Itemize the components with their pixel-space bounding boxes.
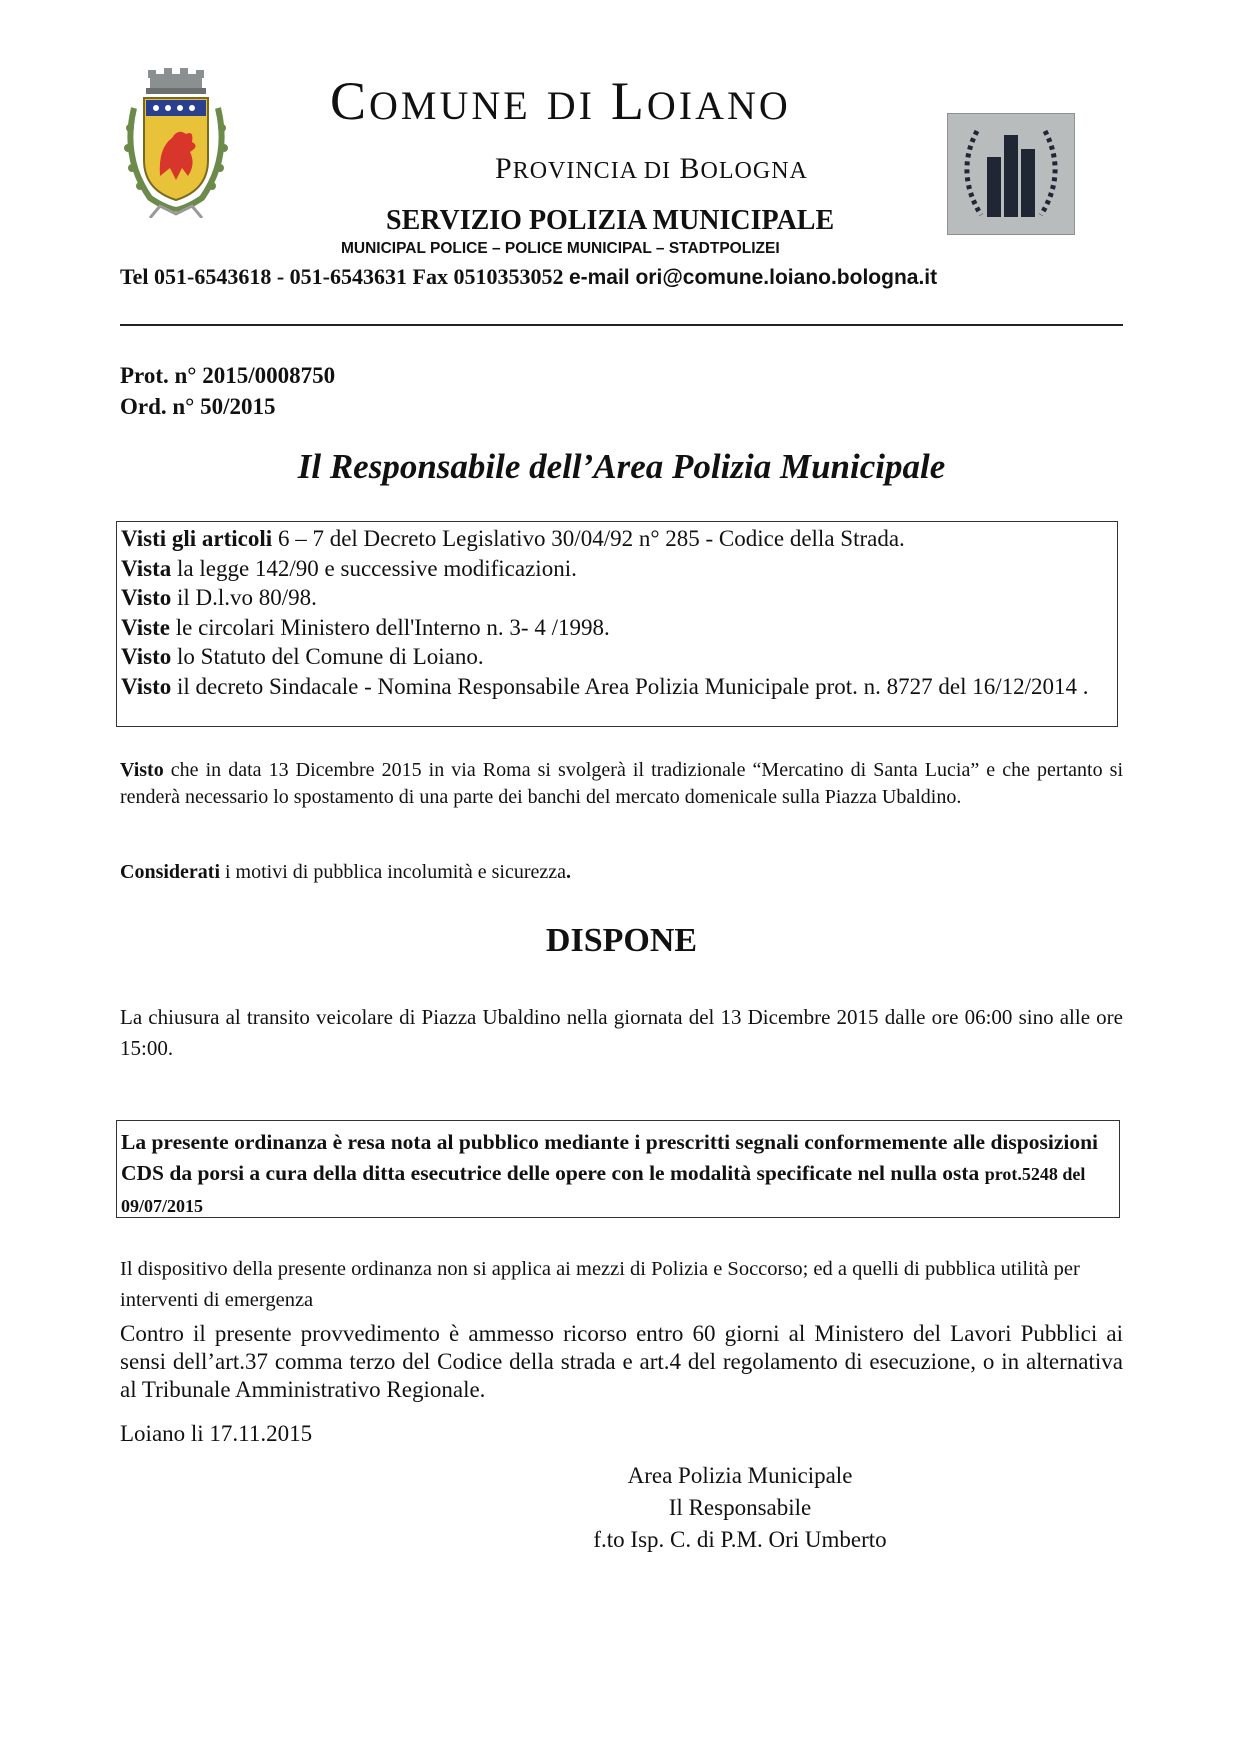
police-logo-icon [947, 113, 1075, 235]
protocol-number: Prot. n° 2015/0008750 [120, 363, 336, 388]
municipality-title: COMUNE DI LOIANO [330, 71, 791, 131]
service-subtitle: MUNICIPAL POLICE – POLICE MUNICIPAL – STADTPOLIZEI [341, 240, 780, 257]
reference-line: Visto il D.l.vo 80/98. [121, 585, 317, 610]
ricorso-paragraph: Contro il presente provvedimento è ammesso ricorso entro 60 giorni al Ministero del Lavori Pubblici ai sensi dell’art.37 comma terzo del Codice della strada e art.4 del regolamento di esecuzione, o in alternativa al Tribunale Amministrativo Regionale. [120, 1321, 1123, 1402]
date-place: Loiano li 17.11.2015 [120, 1421, 313, 1446]
notice-text: La presente ordinanza è resa nota al pubblico mediante i prescritti segnali conformemente alle disposizioni CDS da porsi a cura della ditta esecutrice delle opere con le modalità specificate nel nulla osta [121, 1130, 1099, 1185]
reference-line: Visto il decreto Sindacale - Nomina Responsabile Area Polizia Municipale prot. n. 8727 del 16/12/2014 . [121, 673, 1089, 699]
reference-line: Viste le circolari Ministero dell'Interno n. 3- 4 /1998. [121, 614, 610, 640]
signature-name: f.to Isp. C. di P.M. Ori Umberto [593, 1527, 887, 1552]
header-divider [120, 324, 1123, 326]
contact-line [120, 264, 937, 290]
municipal-crest-icon [120, 68, 232, 218]
dispositivo-paragraph: Il dispositivo della presente ordinanza non si applica ai mezzi di Polizia e Soccorso; ed a quelli di pubblica utilità per interventi di emergenza [120, 1258, 1080, 1311]
legal-references-box [116, 521, 1118, 727]
order-number: Ord. n° 50/2015 [120, 394, 276, 419]
protocol-block [120, 360, 335, 422]
reference-line: Visti gli articoli 6 – 7 del Decreto Legislativo 30/04/92 n° 285 - Codice della Strada. [121, 526, 905, 551]
signature-block [560, 1460, 920, 1556]
contact-email: e-mail ori@comune.loiano.bologna.it [568, 266, 938, 289]
dispone-paragraph: La chiusura al transito veicolare di Piazza Ubaldino nella giornata del 13 Dicembre 2015 dalle ore 06:00 sino alle ore 15:00. [120, 1005, 1123, 1060]
considerati-paragraph: Considerati i motivi di pubblica incolumità e sicurezza. [120, 861, 572, 883]
reference-line: Vista la legge 142/90 e successive modificazioni. [121, 555, 577, 581]
dispone-heading: DISPONE [545, 922, 698, 959]
province-title: PROVINCIA DI BOLOGNA [495, 152, 808, 185]
reference-line: Visto lo Statuto del Comune di Loiano. [121, 644, 484, 669]
contact-phone: Tel 051-6543618 - 051-6543631 Fax 0510353052 [120, 264, 569, 289]
notice-box [116, 1120, 1120, 1218]
signature-role: Il Responsabile [668, 1495, 812, 1520]
service-title: SERVIZIO POLIZIA MUNICIPALE [386, 205, 835, 236]
notice-reference: prot.5248 del 09/07/2015 [121, 1164, 1086, 1216]
document-heading: Il Responsabile dell’Area Polizia Municipale [297, 447, 946, 486]
visto-paragraph: Visto che in data 13 Dicembre 2015 in via Roma si svolgerà il tradizionale “Mercatino di Santa Lucia” e che pertanto si renderà necessario lo spostamento di una parte dei banchi del mercato domenicale sulla Piazza Ubaldino. [120, 759, 1123, 808]
signature-office: Area Polizia Municipale [627, 1463, 853, 1488]
